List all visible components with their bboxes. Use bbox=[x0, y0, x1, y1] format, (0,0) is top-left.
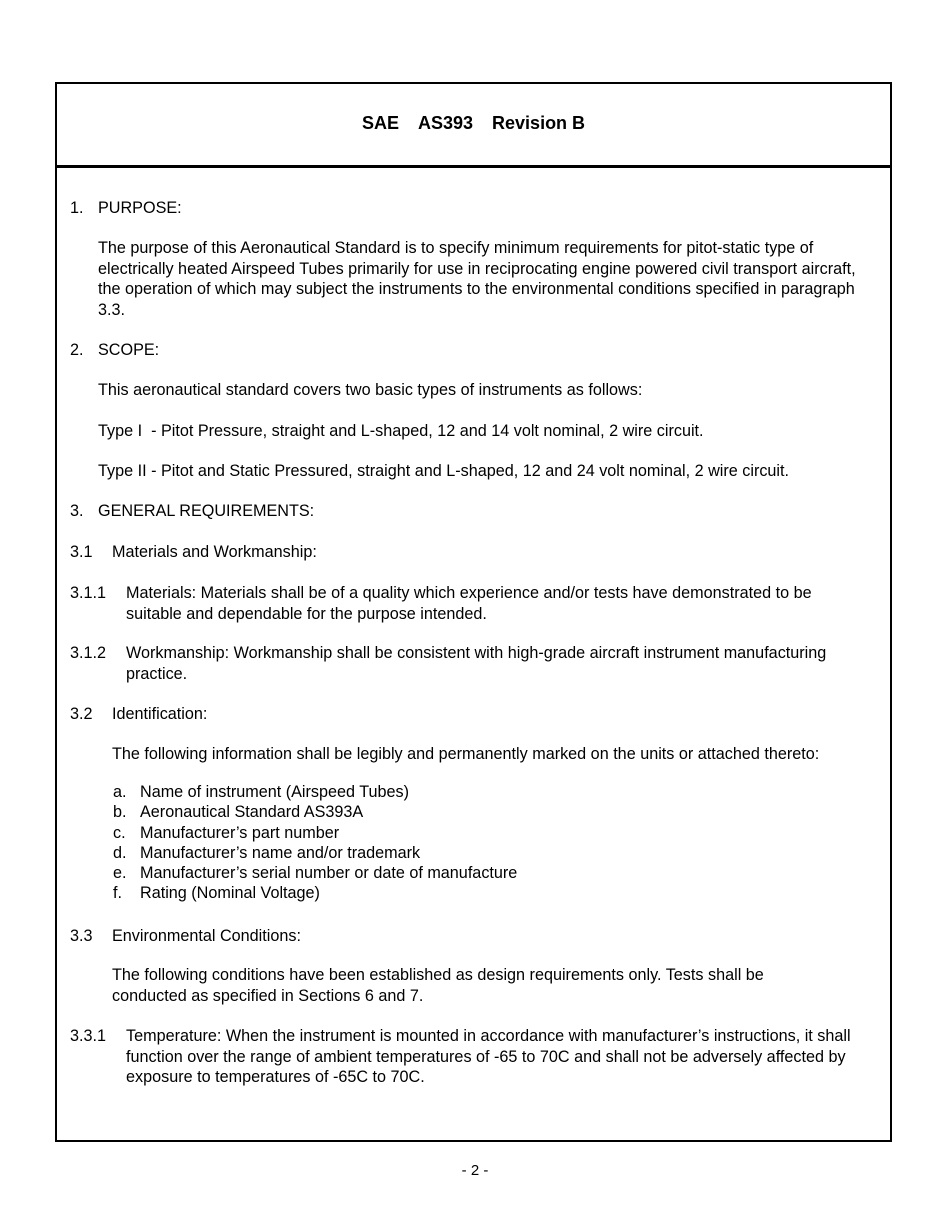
section-1-number: 1. bbox=[70, 199, 84, 217]
list-item-text: Manufacturer’s part number bbox=[140, 823, 340, 842]
list-item-text: Manufacturer’s serial number or date of manufacture bbox=[140, 864, 518, 883]
list-item-text: Name of instrument (Airspeed Tubes) bbox=[140, 783, 410, 801]
section-3-2-title: Identification: bbox=[112, 705, 208, 723]
revision-label: Revision B bbox=[492, 113, 586, 133]
list-item-label: a. bbox=[113, 783, 127, 801]
section-3-3-title: Environmental Conditions: bbox=[112, 927, 301, 945]
section-1-body: The purpose of this Aeronautical Standard is to specify minimum requirements for pitot-static type of electrically heated Airspeed Tubes primarily for use in reciprocating engine powered civil transport aircraft, the operation of which may subject the instruments to the environmental conditions specified in paragraph 3.3. bbox=[98, 239, 856, 319]
list-item-text: Rating (Nominal Voltage) bbox=[140, 884, 320, 903]
section-3-1-title: Materials and Workmanship: bbox=[112, 543, 317, 561]
document-title bbox=[57, 113, 890, 134]
section-3-1-number: 3.1 bbox=[70, 543, 93, 561]
list-item-label: e. bbox=[113, 864, 127, 883]
section-3-3-1-number: 3.3.1 bbox=[70, 1027, 107, 1045]
list-item-text: Manufacturer’s name and/or trademark bbox=[140, 843, 421, 862]
section-3-title: GENERAL REQUIREMENTS: bbox=[98, 502, 315, 520]
section-3-1-1-number: 3.1.1 bbox=[70, 584, 107, 602]
list-item-label: b. bbox=[113, 803, 127, 822]
section-3-number: 3. bbox=[70, 502, 84, 520]
sae-label: SAE bbox=[361, 113, 399, 133]
section-3-3-number: 3.3 bbox=[70, 927, 93, 945]
list-item-text: Aeronautical Standard AS393A bbox=[140, 803, 364, 822]
section-2-type-2: Type II - Pitot and Static Pressured, straight and L-shaped, 12 and 24 volt nominal, 2 wire circuit. bbox=[98, 462, 790, 480]
section-3-3-body: The following conditions have been established as design requirements only. Tests shall be conducted as specified in Sections 6 and 7. bbox=[112, 966, 764, 1005]
list-item-label: c. bbox=[113, 823, 126, 842]
section-2-type-1: Type I - Pitot Pressure, straight and L-shaped, 12 and 14 volt nominal, 2 wire circuit. bbox=[98, 422, 704, 440]
section-3-1-1-body: Materials: Materials shall be of a quality which experience and/or tests have demonstrated to be suitable and dependable for the purpose intended. bbox=[126, 584, 812, 623]
section-3-2-intro: The following information shall be legibly and permanently marked on the units or attached thereto: bbox=[112, 745, 820, 763]
section-2-title: SCOPE: bbox=[98, 341, 160, 359]
section-2-intro: This aeronautical standard covers two basic types of instruments as follows: bbox=[98, 381, 643, 399]
list-item-label: f. bbox=[113, 884, 122, 903]
section-3-2-number: 3.2 bbox=[70, 705, 93, 723]
section-2-number: 2. bbox=[70, 341, 84, 359]
list-item-label: d. bbox=[113, 843, 127, 862]
section-3-3-1-body: Temperature: When the instrument is mounted in accordance with manufacturer’s instructions, it shall function over the range of ambient temperatures of -65 to 70C and shall not be adversely affected by exposure to temperatures of -65C to 70C. bbox=[126, 1027, 851, 1086]
section-3-1-2-body: Workmanship: Workmanship shall be consistent with high-grade aircraft instrument manufacturing practice. bbox=[126, 644, 827, 683]
document-header bbox=[57, 84, 890, 168]
document-number: AS393 bbox=[417, 113, 474, 133]
section-1-title: PURPOSE: bbox=[98, 199, 182, 217]
page-number: - 2 - bbox=[461, 1162, 489, 1179]
section-3-1-2-number: 3.1.2 bbox=[70, 644, 107, 662]
